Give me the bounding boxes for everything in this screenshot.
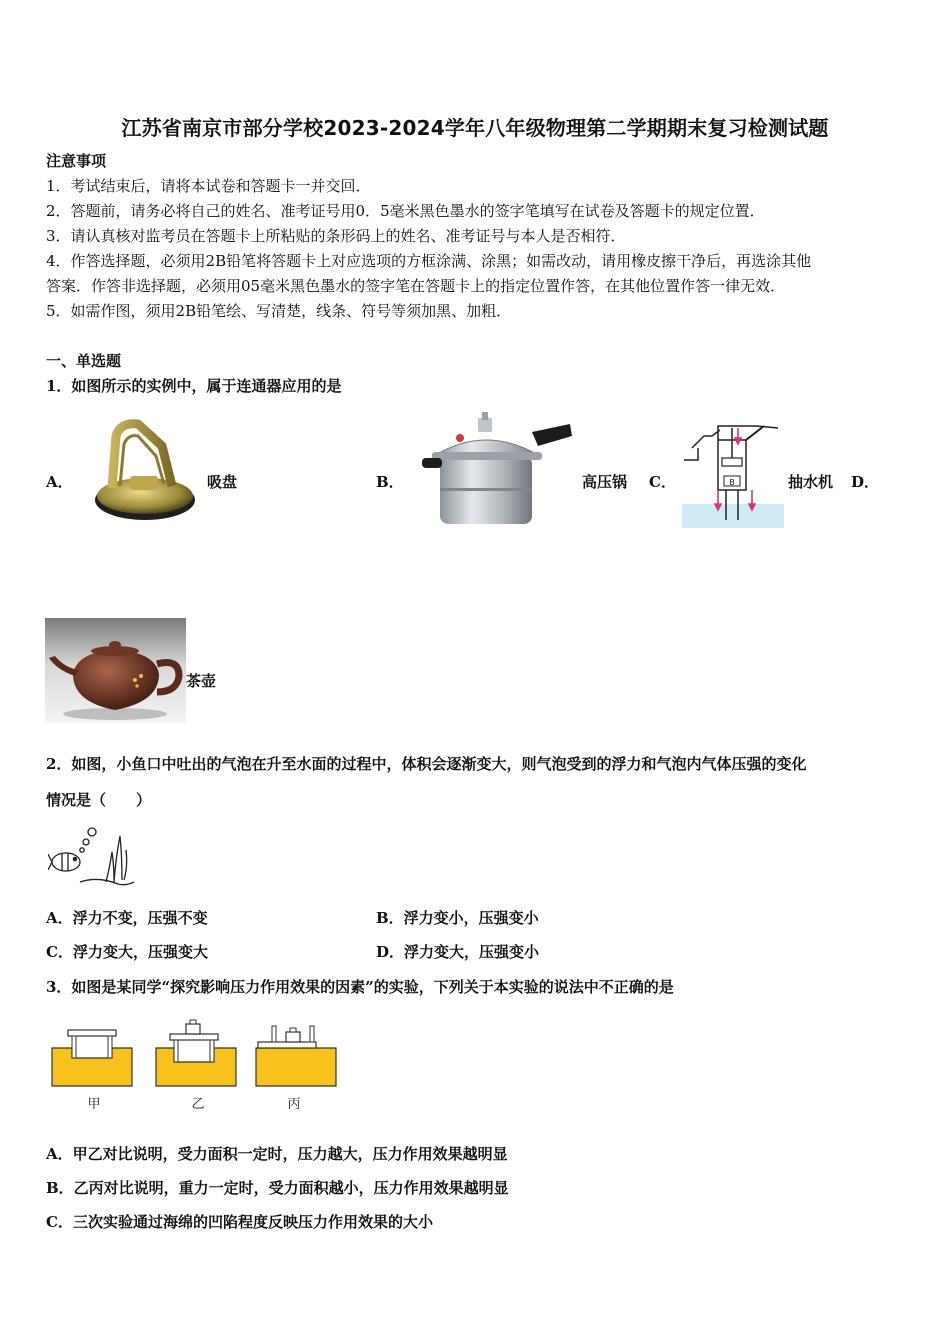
q3-option-b: B．乙丙对比说明，重力一定时，受力面积越小，压力作用效果越明显 <box>46 1179 509 1197</box>
q1-option-d-letter: D． <box>851 473 880 491</box>
water-region <box>682 504 784 528</box>
notice-item-3: 3．请认真核对监考员在答题卡上所粘贴的条形码上的姓名、准考证号与本人是否相符． <box>46 227 626 245</box>
q2-option-b: B．浮力变小，压强变小 <box>376 909 539 927</box>
q1-option-a-label: 吸盘 <box>207 473 238 491</box>
q2-option-d: D．浮力变大，压强变小 <box>376 943 540 961</box>
q2-option-a: A．浮力不变，压强不变 <box>46 909 208 927</box>
q2-stem-line2: 情况是（ ） <box>46 791 152 809</box>
q1-option-c-label: 抽水机 <box>788 473 834 491</box>
notice-heading: 注意事项 <box>46 152 107 170</box>
q3-option-a: A．甲乙对比说明，受力面积一定时，压力越大，压力作用效果越明显 <box>46 1145 508 1163</box>
notice-item-1: 1．考试结束后，请将本试卷和答题卡一并交回． <box>46 177 371 195</box>
q1-option-b-letter: B． <box>376 473 404 491</box>
q1-option-a-letter: A． <box>46 473 73 491</box>
q2-option-c: C．浮力变大，压强变大 <box>46 943 208 961</box>
notice-item-2: 2．答题前，请务必将自己的姓名、准考证号用0．5毫米黑色墨水的签字笔填写在试卷及答题卡的规定位置． <box>46 202 765 220</box>
pressure-experiment-diagram <box>50 1018 342 1116</box>
figure-label-jia: 甲 <box>87 1097 101 1112</box>
pressure-cooker-image <box>420 410 575 530</box>
q1-option-b-label: 高压锅 <box>582 473 628 491</box>
pump-valve-label: B <box>729 478 735 487</box>
notice-item-5: 5．如需作图，须用2B铅笔绘、写清楚，线条、符号等须加黑、加粗． <box>46 302 512 320</box>
sponge-bing <box>256 1026 336 1086</box>
figure-label-yi: 乙 <box>191 1097 205 1112</box>
q1-stem: 1．如图所示的实例中，属于连通器应用的是 <box>46 377 342 395</box>
q1-option-d-label: 茶壶 <box>186 672 217 690</box>
q2-stem-line1: 2．如图，小鱼口中吐出的气泡在升至水面的过程中，体积会逐渐变大，则气泡受到的浮力和气泡内气体压强的变化 <box>46 755 807 773</box>
sponge-jia <box>52 1030 132 1086</box>
fish-bubbles-diagram <box>48 826 136 888</box>
section-heading: 一、单选题 <box>46 352 122 370</box>
sponge-yi <box>156 1020 236 1086</box>
q3-option-c: C．三次实验通过海绵的凹陷程度反映压力作用效果的大小 <box>46 1213 433 1231</box>
page-title: 江苏省南京市部分学校2023-2024学年八年级物理第二学期期末复习检测试题 <box>121 116 829 140</box>
teapot-image <box>45 618 186 723</box>
q3-stem: 3．如图是某同学“探究影响压力作用效果的因素”的实验，下列关于本实验的说法中不正确的是 <box>46 978 674 996</box>
water-pump-diagram <box>682 420 784 528</box>
notice-item-4-cont: 答案．作答非选择题，必须用05毫米黑色墨水的签字笔在答题卡上的指定位置作答，在其他位置作答一律无效． <box>46 277 786 295</box>
suction-cup-image <box>90 416 200 524</box>
figure-label-bing: 丙 <box>287 1097 301 1112</box>
notice-item-4: 4．作答选择题，必须用2B铅笔将答题卡上对应选项的方框涂满、涂黑；如需改动，请用橡皮擦干净后，再选涂其他 <box>46 252 812 270</box>
q1-option-c-letter: C． <box>649 473 676 491</box>
